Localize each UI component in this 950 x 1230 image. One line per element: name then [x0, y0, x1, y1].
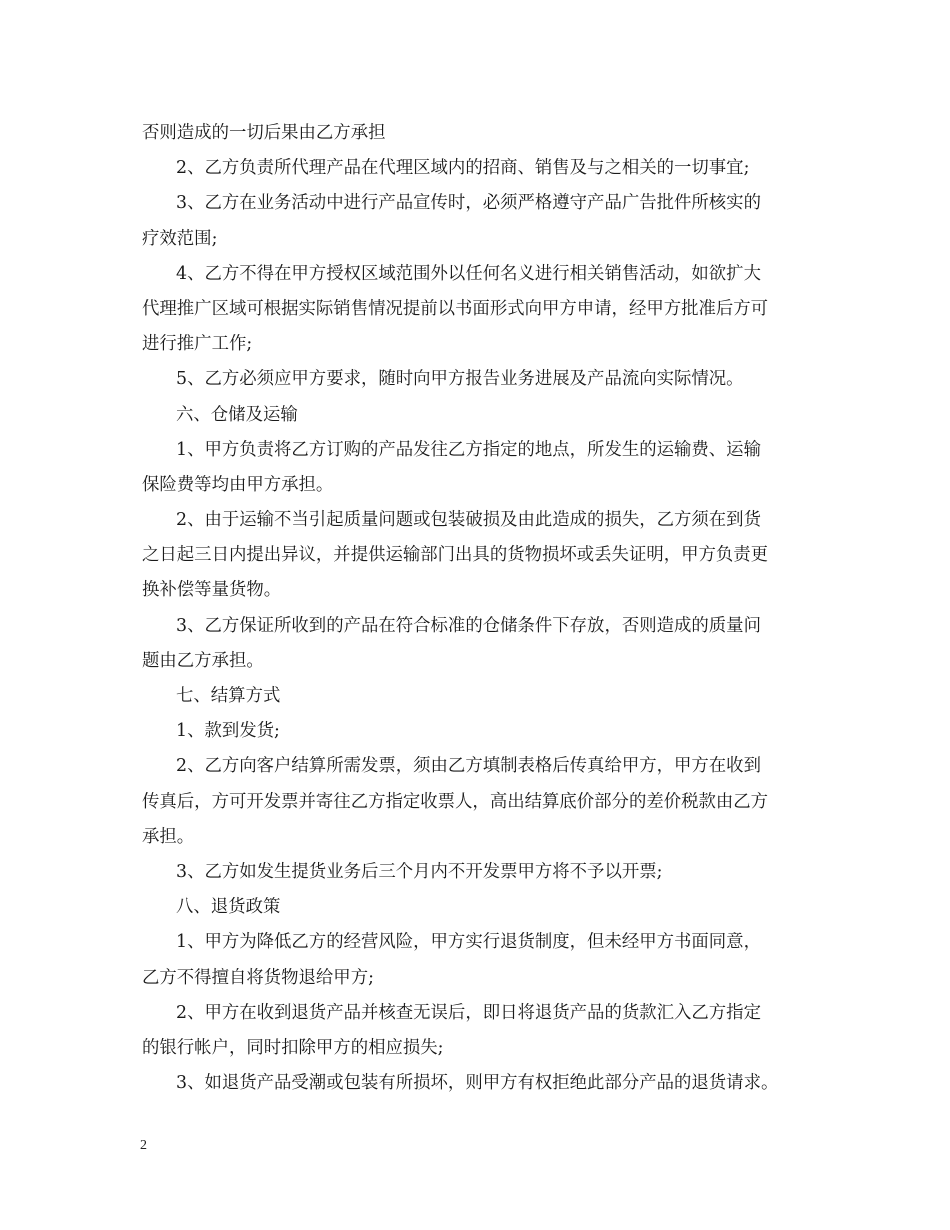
text-line: 题由乙方承担。: [142, 650, 264, 671]
text-line: 保险费等均由甲方承担。: [142, 474, 334, 495]
text-line: 1、甲方为降低乙方的经营风险，甲方实行退货制度，但未经甲方书面同意，: [176, 932, 761, 953]
text-line: 进行推广工作;: [142, 334, 253, 355]
text-line: 4、乙方不得在甲方授权区域范围外以任何名义进行相关销售活动，如欲扩大: [176, 263, 761, 284]
section-heading: 八、退货政策: [176, 897, 281, 918]
text-line: 3、乙方在业务活动中进行产品宣传时，必须严格遵守产品广告批件所核实的: [176, 193, 761, 214]
text-line: 代理推广区域可根据实际销售情况提前以书面形式向甲方申请，经甲方批准后方可: [142, 298, 769, 319]
text-line: 乙方不得擅自将货物退给甲方;: [142, 967, 374, 988]
text-line: 5、乙方必须应甲方要求，随时向甲方报告业务进展及产品流向实际情况。: [176, 369, 744, 390]
text-line: 1、甲方负责将乙方订购的产品发往乙方指定的地点，所发生的运输费、运输: [176, 439, 761, 460]
text-line: 否则造成的一切后果由乙方承担: [142, 123, 386, 143]
text-line: 3、乙方如发生提货业务后三个月内不开发票甲方将不予以开票;: [176, 861, 663, 882]
page-number: 2: [140, 1138, 147, 1153]
text-line: 2、乙方负责所代理产品在代理区域内的招商、销售及与之相关的一切事宜;: [176, 158, 750, 179]
text-line: 承担。: [142, 826, 195, 847]
text-line: 传真后，方可开发票并寄往乙方指定收票人，高出结算底价部分的差价税款由乙方: [142, 791, 769, 812]
document-body: [142, 116, 810, 1101]
text-line: 2、乙方向客户结算所需发票，须由乙方填制表格后传真给甲方，甲方在收到: [176, 756, 761, 777]
section-heading: 七、结算方式: [176, 686, 281, 706]
text-line: 3、如退货产品受潮或包装有所损坏，则甲方有权拒绝此部分产品的退货请求。: [176, 1073, 779, 1094]
text-line: 2、由于运输不当引起质量问题或包装破损及由此造成的损失，乙方须在到货: [176, 510, 761, 531]
text-line: 1、款到发货;: [176, 721, 280, 742]
text-line: 之日起三日内提出异议，并提供运输部门出具的货物损坏或丢失证明，甲方负责更: [142, 545, 769, 566]
text-line: 3、乙方保证所收到的产品在符合标准的仓储条件下存放，否则造成的质量问: [176, 615, 761, 636]
text-line: 2、甲方在收到退货产品并核查无误后，即日将退货产品的货款汇入乙方指定: [176, 1002, 761, 1023]
text-line: 疗效范围;: [142, 228, 218, 249]
text-line: 换补偿等量货物。: [142, 580, 282, 601]
section-heading: 六、仓储及运输: [176, 404, 298, 425]
text-line: 的银行帐户，同时扣除甲方的相应损失;: [142, 1037, 444, 1058]
